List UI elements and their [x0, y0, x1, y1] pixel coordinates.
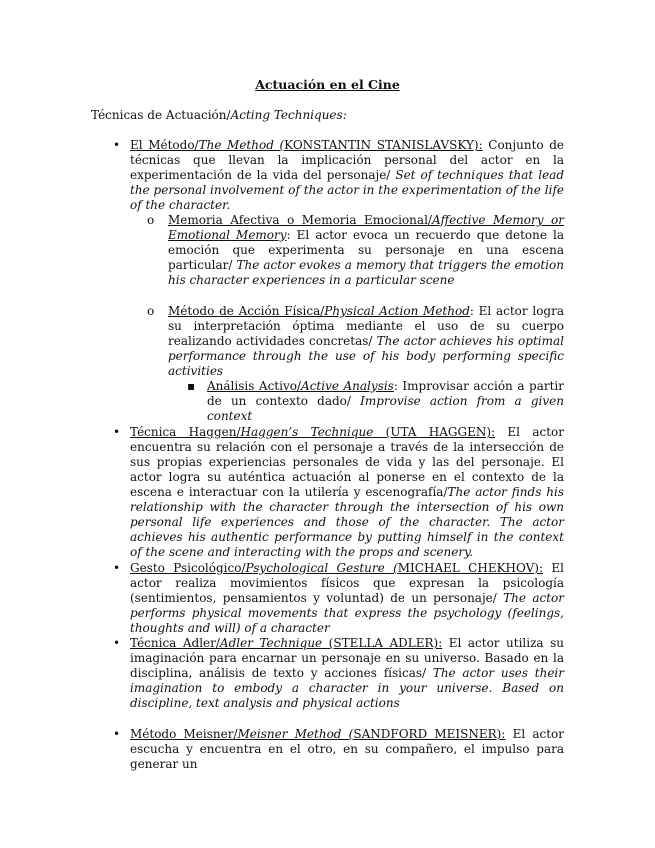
- item-title-en: Haggen’s Technique: [240, 425, 374, 439]
- item-title-en: Active Analysis: [301, 379, 394, 393]
- item-title-es: Memoria Afectiva o Memoria Emocional/: [168, 213, 432, 227]
- item-title-en: Affective Memory or Emotional Memory: [168, 213, 564, 242]
- item-title-es: Método de Acción Física/: [168, 304, 325, 318]
- list-item-affective-memory: [168, 213, 564, 288]
- item-desc-es: Conjunto de técnicas que llevan la implicación personal del actor en la experimentación de la vida del personaje/: [130, 138, 565, 182]
- item-author: MICHAEL CHEKHOV):: [397, 561, 544, 575]
- item-title-en: Psychological Gesture (: [245, 561, 398, 575]
- item-desc-en: The actor performs physical movements that express the psychology (feelings, thoughts and will) of a character: [130, 591, 565, 635]
- item-desc-es: El actor utiliza su imaginación para encarnar un personaje en su universo. Basado en la disciplina, análisis de texto y acciones físicas/: [130, 636, 564, 680]
- bullet-disc: •: [113, 561, 121, 575]
- item-title-en: Meisner Method (: [237, 727, 354, 741]
- list-item-adler: [130, 636, 564, 711]
- item-title-es: Técnica Haggen/: [130, 425, 241, 439]
- item-desc-es: El actor evoca un recuerdo que detone la emoción que experimenta su personaje en una escena particular/: [168, 228, 564, 272]
- list-item-active-analysis: [207, 379, 564, 424]
- item-author: (UTA HAGGEN):: [373, 425, 496, 439]
- item-author: KONSTANTIN STANISLAVSKY):: [284, 138, 483, 152]
- item-desc-en: The actor uses their imagination to embody a character in your universe. Based on discipline, text analysis and physical actions: [130, 666, 564, 710]
- item-desc-es: El actor escucha y encuentra en el otro, en su compañero, el impulso para generar un: [130, 727, 565, 771]
- item-title-en: Adler Technique: [219, 636, 323, 650]
- bullet-disc: •: [113, 636, 121, 650]
- item-desc-en: The actor evokes a memory that triggers the emotion his character experiences in a particular scene: [168, 258, 564, 287]
- item-desc-en: The actor finds his relationship with the character through the intersection of his own personal life experiences and those of the character. The actor achieves his authentic performance by putting himself in the context of the scene and interacting with the props and scenery.: [130, 485, 564, 559]
- section-heading-en: Acting Techniques:: [230, 108, 347, 122]
- item-title-es: Método Meisner/: [130, 727, 238, 741]
- item-title-es: Análisis Activo/: [207, 379, 302, 393]
- item-desc-es: El actor logra su interpretación óptima mediante el uso de su cuerpo realizando actividades concretas/: [168, 304, 564, 348]
- bullet-disc: •: [113, 425, 121, 439]
- item-title-es: Técnica Adler/: [130, 636, 220, 650]
- list-item-haggen: [130, 425, 564, 560]
- bullet-disc: •: [113, 138, 121, 152]
- item-desc-en: The actor achieves his optimal performance through the use of his body performing specific activities: [168, 334, 564, 378]
- item-desc-en: Improvise action from a given context: [207, 394, 564, 423]
- list-item-meisner: [130, 727, 564, 772]
- item-title-es: Gesto Psicológico/: [130, 561, 246, 575]
- list-item-method: [130, 138, 564, 213]
- item-title-en: The Method (: [198, 138, 285, 152]
- item-sep: :: [393, 379, 398, 393]
- bullet-disc: •: [113, 727, 121, 741]
- item-title-en: Physical Action Method: [324, 304, 470, 318]
- item-author: SANDFORD MEISNER):: [353, 727, 506, 741]
- item-author: (STELLA ADLER):: [322, 636, 443, 650]
- list-item-physical-action: [168, 304, 564, 379]
- document-title: Actuación en el Cine: [255, 77, 400, 92]
- item-sep: :: [286, 228, 291, 242]
- bullet-circle: o: [147, 304, 155, 318]
- item-desc-es: El actor encuentra su relación con el personaje a través de la intersección de sus propias experiencias personales de vida y las del personaje. El actor logra su auténtica actuación al ponerse en el contexto de la escena e interactuar con la utilería y escenografía/: [130, 425, 564, 499]
- item-title-es: El Método/: [130, 138, 199, 152]
- bullet-circle: o: [147, 213, 155, 227]
- item-desc-es: El actor realiza movimientos físicos que expresan la psicología (sentimientos, pensamientos y voluntad) de un personaje/: [130, 561, 564, 605]
- item-sep: :: [469, 304, 474, 318]
- item-desc-en: Set of techniques that lead the personal involvement of the actor in the experimentation of the life of the character.: [130, 168, 565, 212]
- section-heading: [91, 108, 347, 123]
- list-item-psychological-gesture: [130, 561, 564, 636]
- section-heading-es: Técnicas de Actuación/: [91, 108, 231, 122]
- bullet-square: ▪: [187, 379, 196, 393]
- item-desc-es: Improvisar acción a partir de un contexto dado/: [207, 379, 564, 408]
